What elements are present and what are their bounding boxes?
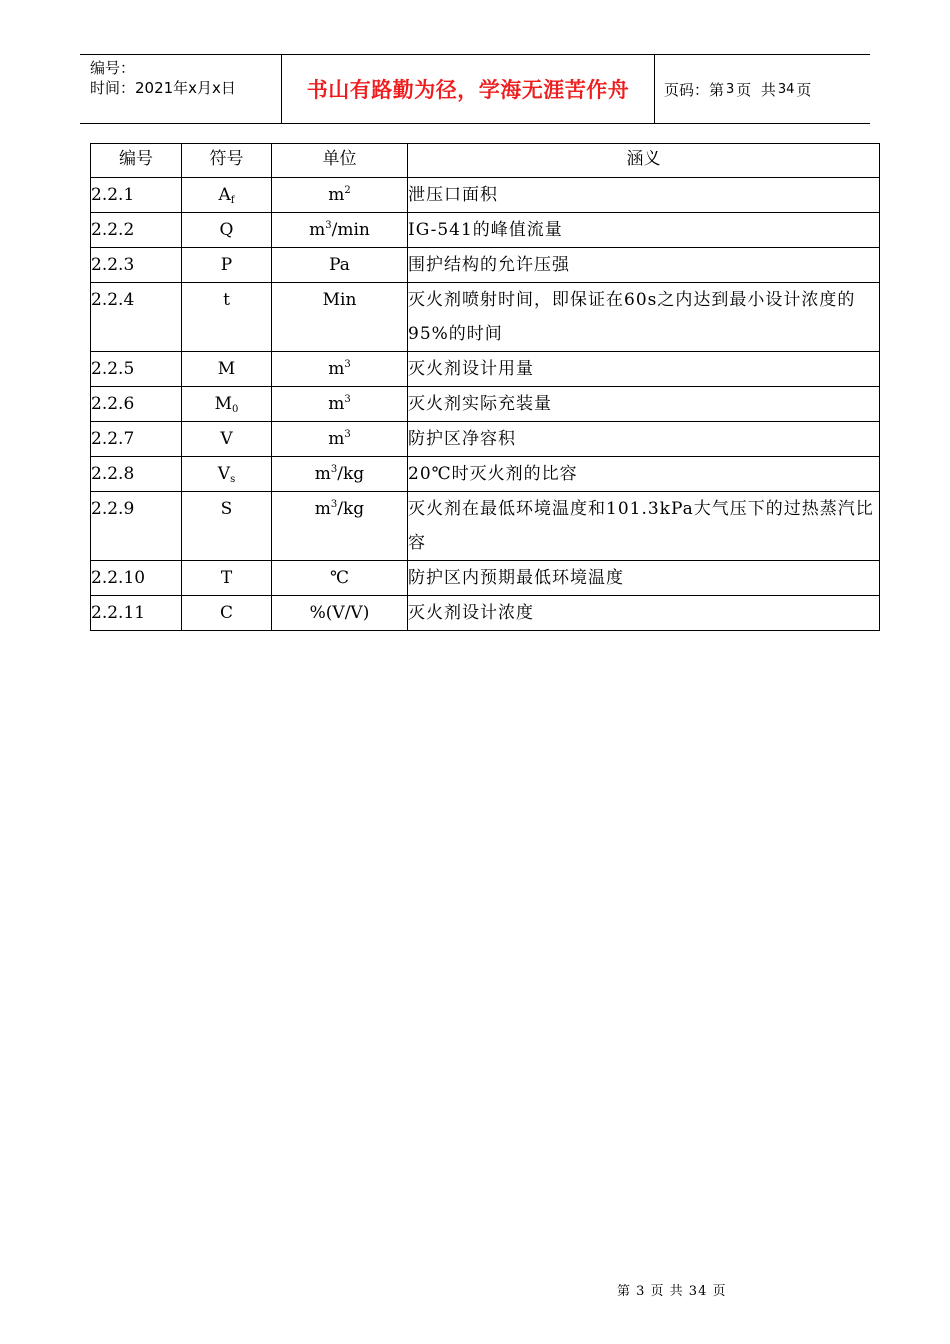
row-meaning: 灭火剂在最低环境温度和101.3kPa大气压下的过热蒸汽比容 — [408, 492, 880, 561]
row-symbol: M — [182, 352, 272, 387]
row-meaning: 灭火剂设计用量 — [408, 352, 880, 387]
page-suffix: 页 — [796, 80, 812, 99]
time-label: 时间：2021年x月x日 — [90, 79, 236, 97]
page-mid: 页 共 — [736, 80, 776, 99]
table-header-row — [91, 144, 880, 178]
table-row — [91, 422, 880, 457]
row-unit: $m^3/\min$ — [272, 213, 408, 248]
row-unit: $m^3$ — [272, 352, 408, 387]
row-unit: Min — [272, 283, 408, 352]
header-meaning: 涵义 — [408, 144, 880, 178]
row-meaning: 20℃时灭火剂的比容 — [408, 457, 880, 492]
row-meaning: 围护结构的允许压强 — [408, 248, 880, 283]
row-symbol: $A_f$ — [182, 178, 272, 213]
header-meta — [90, 58, 280, 98]
row-meaning: 灭火剂喷射时间，即保证在60s之内达到最小设计浓度的95%的时间 — [408, 283, 880, 352]
row-id: 2.2.4 — [91, 283, 182, 352]
table-row — [91, 248, 880, 283]
table-row — [91, 492, 880, 561]
table-row — [91, 213, 880, 248]
motto: 书山有路勤为径，学海无涯苦作舟 — [281, 55, 655, 123]
row-symbol: V — [182, 422, 272, 457]
row-id: 2.2.5 — [91, 352, 182, 387]
row-symbol: $M_0$ — [182, 387, 272, 422]
row-meaning: 防护区净容积 — [408, 422, 880, 457]
page-total: 34 — [777, 81, 795, 97]
row-unit: ℃ — [272, 561, 408, 596]
row-id: 2.2.9 — [91, 492, 182, 561]
table-row — [91, 457, 880, 492]
row-meaning: 灭火剂设计浓度 — [408, 596, 880, 631]
row-symbol: t — [182, 283, 272, 352]
symbol-table — [90, 143, 880, 631]
row-id: 2.2.7 — [91, 422, 182, 457]
row-unit: $m^3/kg$ — [272, 457, 408, 492]
page-prefix: 页码：第 — [664, 80, 725, 99]
table-row — [91, 596, 880, 631]
row-id: 2.2.2 — [91, 213, 182, 248]
row-symbol: Q — [182, 213, 272, 248]
row-meaning: 灭火剂实际充装量 — [408, 387, 880, 422]
row-symbol: C — [182, 596, 272, 631]
row-id: 2.2.10 — [91, 561, 182, 596]
header-symbol: 符号 — [182, 144, 272, 178]
table-row — [91, 352, 880, 387]
row-id: 2.2.11 — [91, 596, 182, 631]
row-unit: %(V/V) — [272, 596, 408, 631]
page-current: 3 — [726, 81, 735, 97]
row-symbol: P — [182, 248, 272, 283]
table-row — [91, 283, 880, 352]
row-unit: Pa — [272, 248, 408, 283]
row-meaning: 防护区内预期最低环境温度 — [408, 561, 880, 596]
page-header — [80, 54, 870, 124]
number-label: 编号： — [90, 59, 136, 77]
row-unit: $m^3/kg$ — [272, 492, 408, 561]
page-footer: 第 3 页 共 34 页 — [617, 1284, 727, 1299]
row-meaning: IG-541的峰值流量 — [408, 213, 880, 248]
row-symbol: S — [182, 492, 272, 561]
row-unit: $m^3$ — [272, 387, 408, 422]
row-id: 2.2.6 — [91, 387, 182, 422]
page-indicator — [664, 55, 811, 123]
table-row — [91, 561, 880, 596]
row-id: 2.2.3 — [91, 248, 182, 283]
table-row — [91, 178, 880, 213]
table-row — [91, 387, 880, 422]
row-symbol: $V_s$ — [182, 457, 272, 492]
row-symbol: T — [182, 561, 272, 596]
row-unit: $m^3$ — [272, 422, 408, 457]
header-id: 编号 — [91, 144, 182, 178]
header-unit: 单位 — [272, 144, 408, 178]
row-meaning: 泄压口面积 — [408, 178, 880, 213]
row-unit: $m^2$ — [272, 178, 408, 213]
row-id: 2.2.8 — [91, 457, 182, 492]
row-id: 2.2.1 — [91, 178, 182, 213]
